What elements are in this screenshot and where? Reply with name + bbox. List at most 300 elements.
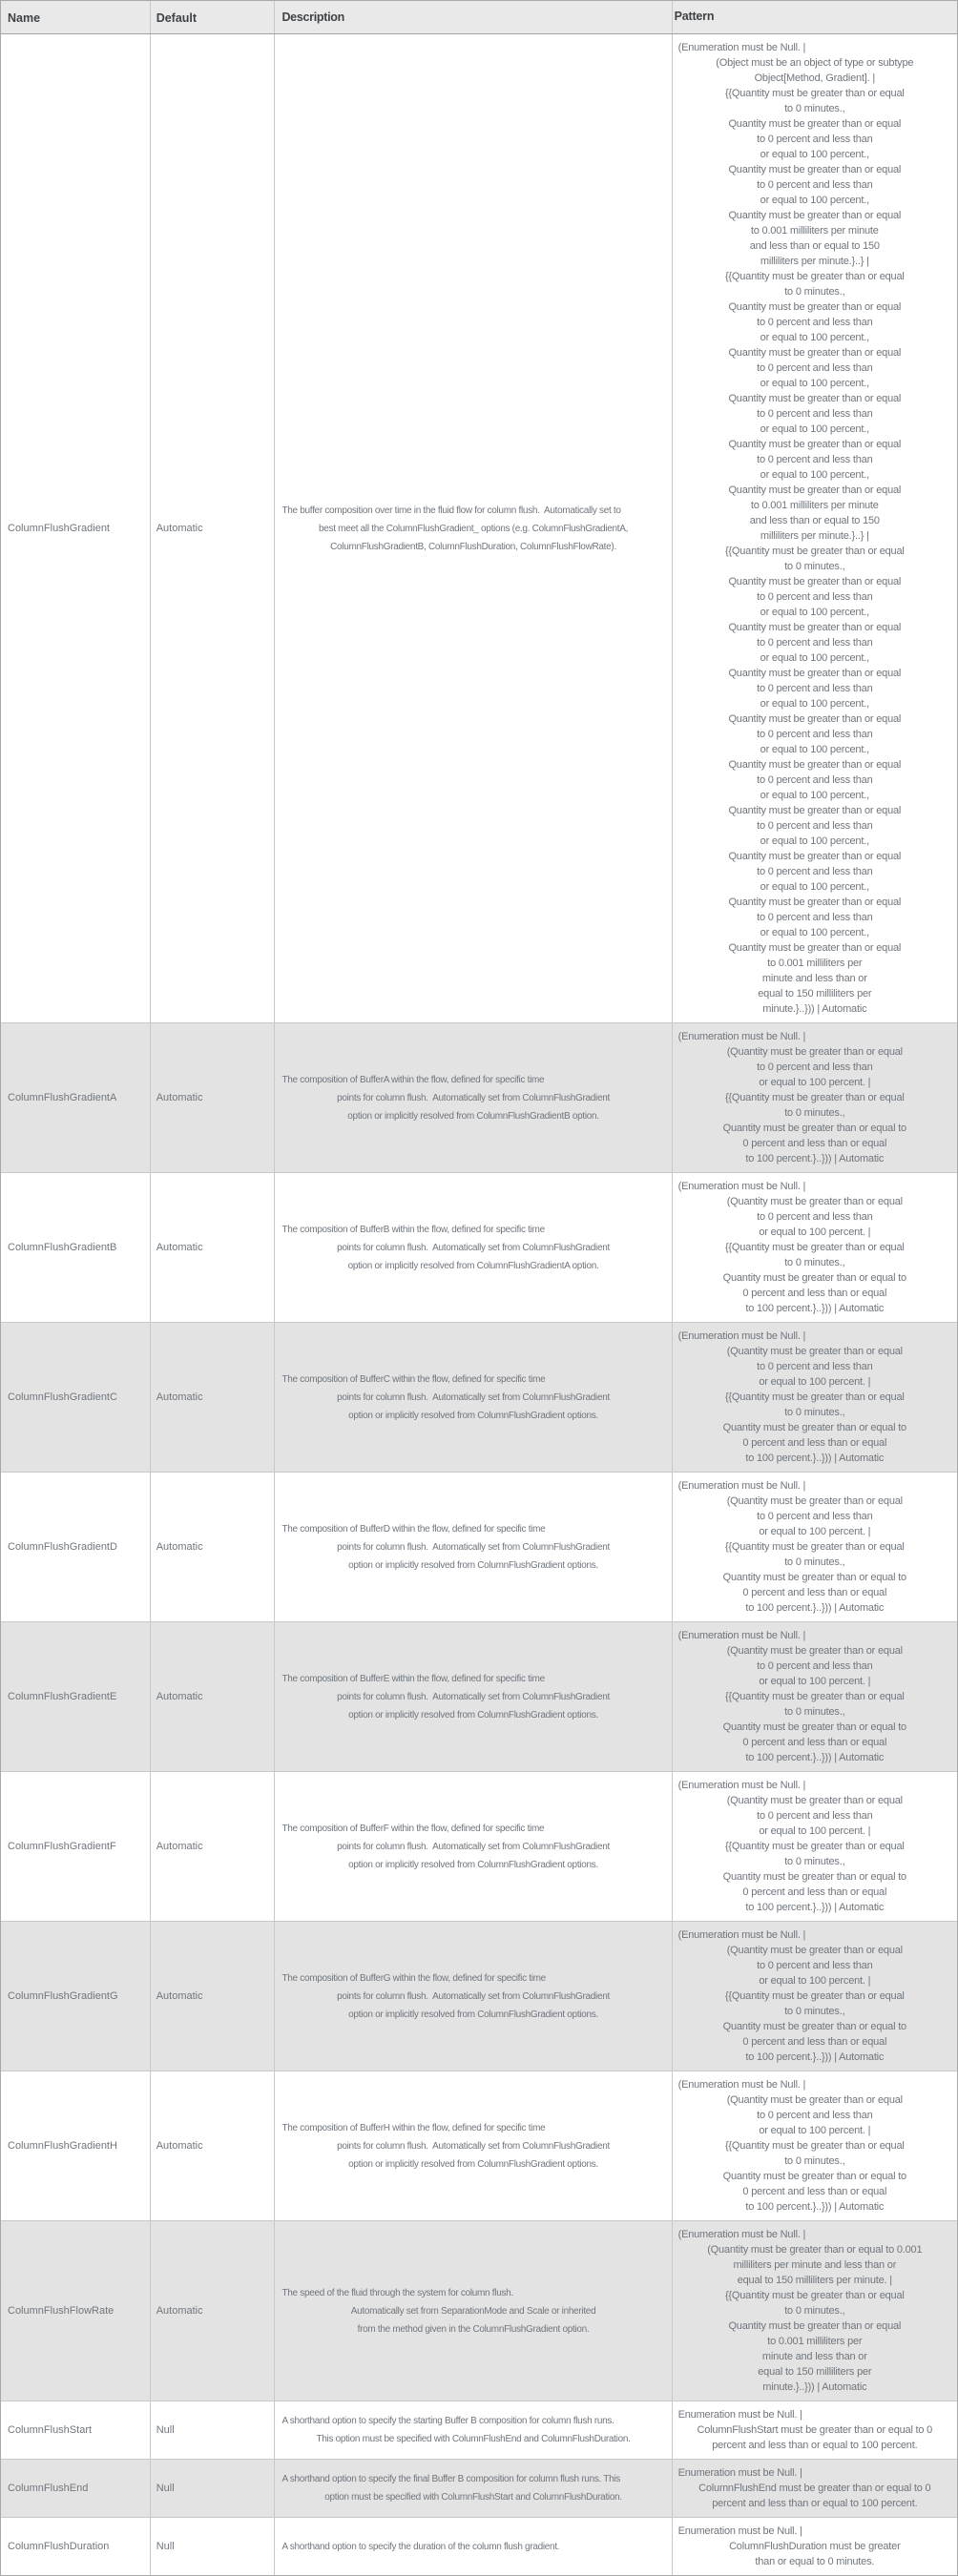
- text-line: (Enumeration must be Null. |: [677, 1630, 806, 1641]
- table-row: [1, 1022, 957, 1172]
- text-line: points for column flush. Automatically set from ColumnFlushGradient: [337, 1541, 610, 1553]
- text-line: option or implicitly resolved from ColumnFlushGradient options.: [348, 1410, 598, 1421]
- default-value: Automatic: [156, 1242, 203, 1253]
- text-line: to 0 percent and less than: [757, 591, 873, 603]
- text-line: or equal to 100 percent. |: [759, 1226, 871, 1238]
- description-lines: [281, 1520, 664, 1575]
- option-name: ColumnFlushGradientG: [8, 1990, 118, 2002]
- text-line: (Enumeration must be Null. |: [677, 2229, 806, 2240]
- table-row: [1, 2459, 957, 2517]
- option-name-cell: [1, 1473, 151, 1621]
- text-line: The composition of BufferC within the flow, defined for specific time: [281, 1373, 546, 1385]
- text-line: to 0 percent and less than: [757, 1810, 873, 1822]
- text-line: A shorthand option to specify the duration of the column flush gradient.: [281, 2541, 560, 2552]
- default-cell: [151, 1772, 276, 1921]
- text-line: to 0 percent and less than: [757, 1511, 873, 1522]
- text-line: (Enumeration must be Null. |: [677, 2079, 806, 2091]
- text-line: Quantity must be greater than or equal: [728, 805, 902, 816]
- description-lines: [281, 2470, 664, 2506]
- pattern-lines: [675, 2465, 955, 2511]
- text-line: The composition of BufferE within the flow, defined for specific time: [281, 1673, 545, 1684]
- text-line: Object[Method, Gradient]. |: [754, 72, 876, 84]
- text-line: minute and less than or: [761, 973, 867, 984]
- text-line: to 0.001 milliliters per minute: [750, 500, 879, 511]
- description-cell: [275, 1622, 672, 1771]
- text-line: 0 percent and less than or equal: [742, 1437, 887, 1449]
- text-line: to 100 percent.}..})) | Automatic: [745, 2051, 885, 2063]
- text-line: to 100 percent.}..})) | Automatic: [745, 1453, 885, 1464]
- default-cell: [151, 1922, 276, 2071]
- default-value: Null: [156, 2483, 175, 2494]
- default-cell: [151, 1622, 276, 1771]
- text-line: Enumeration must be Null. |: [677, 2467, 802, 2479]
- column-header-pattern: Pattern: [674, 10, 715, 23]
- text-line: option or implicitly resolved from ColumnFlushGradientA option.: [347, 1260, 599, 1271]
- text-line: points for column flush. Automatically set from ColumnFlushGradient: [337, 1691, 610, 1702]
- text-line: or equal to 100 percent.,: [760, 195, 869, 206]
- text-line: or equal to 100 percent. |: [759, 1676, 871, 1687]
- pattern-lines: [675, 1029, 955, 1166]
- text-line: (Quantity must be greater than or equal: [726, 1945, 903, 1956]
- text-line: Enumeration must be Null. |: [677, 2525, 802, 2537]
- text-line: percent and less than or equal to 100 percent.: [712, 2498, 918, 2509]
- text-line: Quantity must be greater than or equal: [728, 439, 902, 450]
- text-line: to 0 minutes.,: [784, 286, 845, 298]
- text-line: to 0 percent and less than: [757, 2110, 873, 2121]
- text-line: to 0 percent and less than: [757, 1660, 873, 1672]
- text-line: option or implicitly resolved from ColumnFlushGradient options.: [348, 2158, 598, 2170]
- text-line: (Quantity must be greater than or equal: [726, 1645, 903, 1657]
- text-line: option or implicitly resolved from ColumnFlushGradient options.: [348, 1559, 598, 1571]
- pattern-cell: [673, 1922, 957, 2071]
- option-name: ColumnFlushStart: [8, 2424, 93, 2436]
- pattern-lines: [675, 1927, 955, 2065]
- option-name-cell: [1, 2071, 151, 2220]
- option-name-cell: [1, 2460, 151, 2517]
- default-value: Automatic: [156, 2140, 203, 2152]
- text-line: Quantity must be greater than or equal to: [722, 1123, 906, 1134]
- text-line: to 0 percent and less than: [757, 317, 873, 328]
- text-line: (Enumeration must be Null. |: [677, 1480, 806, 1492]
- text-line: to 0 minutes.,: [784, 2006, 845, 2017]
- pattern-cell: [673, 2460, 957, 2517]
- pattern-cell: [673, 1173, 957, 1322]
- text-line: to 0 percent and less than: [757, 408, 873, 420]
- text-line: or equal to 100 percent.,: [760, 332, 869, 343]
- text-line: to 0 percent and less than: [757, 683, 873, 694]
- text-line: to 0 minutes.,: [784, 2305, 845, 2317]
- text-line: Quantity must be greater than or equal: [728, 210, 902, 221]
- default-cell: [151, 2221, 276, 2401]
- text-line: or equal to 100 percent.,: [760, 423, 869, 435]
- text-line: points for column flush. Automatically set from ColumnFlushGradient: [337, 2140, 610, 2152]
- text-line: Quantity must be greater than or equal: [728, 622, 902, 633]
- default-value: Automatic: [156, 1691, 203, 1702]
- column-header-default: Default: [151, 1, 276, 33]
- option-name: ColumnFlushGradientH: [8, 2140, 117, 2152]
- text-line: option must be specified with ColumnFlushStart and ColumnFlushDuration.: [324, 2492, 622, 2503]
- text-line: (Enumeration must be Null. |: [677, 1330, 806, 1342]
- text-line: (Object must be an object of type or subtype: [716, 57, 914, 69]
- default-value: Automatic: [156, 1391, 203, 1403]
- pattern-lines: [675, 40, 955, 1017]
- option-name: ColumnFlushGradientE: [8, 1691, 117, 1702]
- text-line: Quantity must be greater than or equal: [728, 2320, 902, 2332]
- text-line: Quantity must be greater than or equal: [728, 347, 902, 359]
- text-line: Quantity must be greater than or equal to: [722, 1272, 906, 1284]
- option-name-cell: [1, 2518, 151, 2575]
- option-name-cell: [1, 2221, 151, 2401]
- text-line: Quantity must be greater than or equal: [728, 164, 902, 175]
- text-line: to 0 minutes.,: [784, 103, 845, 114]
- text-line: best meet all the ColumnFlushGradient_ options (e.g. ColumnFlushGradientA,: [318, 523, 629, 534]
- default-value: Automatic: [156, 523, 203, 534]
- pattern-lines: [675, 1778, 955, 1915]
- table-row: [1, 1921, 957, 2071]
- text-line: Quantity must be greater than or equal: [728, 896, 902, 908]
- description-lines: [281, 2284, 664, 2339]
- text-line: (Enumeration must be Null. |: [677, 1031, 806, 1042]
- table-row: [1, 2071, 957, 2220]
- description-lines: [281, 1670, 664, 1724]
- text-line: to 0 percent and less than: [757, 362, 873, 374]
- pattern-lines: [675, 2407, 955, 2453]
- option-name-cell: [1, 1772, 151, 1921]
- text-line: or equal to 100 percent.,: [760, 607, 869, 618]
- description-lines: [281, 502, 664, 556]
- text-line: Quantity must be greater than or equal to: [722, 1871, 906, 1883]
- description-cell: [275, 34, 672, 1022]
- text-line: equal to 150 milliliters per: [758, 2366, 872, 2378]
- text-line: ColumnFlushDuration must be greater: [729, 2541, 901, 2552]
- text-line: ColumnFlushStart must be greater than or equal to 0: [697, 2424, 933, 2436]
- table-row: [1, 1472, 957, 1621]
- text-line: points for column flush. Automatically set from ColumnFlushGradient: [337, 1242, 610, 1253]
- option-name-cell: [1, 1023, 151, 1172]
- text-line: or equal to 100 percent. |: [759, 1376, 871, 1388]
- text-line: or equal to 100 percent.,: [760, 698, 869, 710]
- text-line: Quantity must be greater than or equal: [728, 576, 902, 587]
- text-line: or equal to 100 percent.,: [760, 927, 869, 938]
- table-row: [1, 1621, 957, 1771]
- text-line: to 0 minutes.,: [784, 561, 845, 572]
- text-line: The composition of BufferA within the flow, defined for specific time: [281, 1074, 545, 1085]
- option-name: ColumnFlushGradientA: [8, 1092, 117, 1103]
- pattern-lines: [675, 1329, 955, 1466]
- text-line: 0 percent and less than or equal: [742, 1138, 887, 1149]
- text-line: to 0 percent and less than: [757, 454, 873, 465]
- text-line: equal to 150 milliliters per: [758, 988, 872, 999]
- text-line: or equal to 100 percent.,: [760, 469, 869, 481]
- text-line: {{Quantity must be greater than or equal: [724, 1691, 905, 1702]
- text-line: percent and less than or equal to 100 percent.: [712, 2440, 918, 2451]
- description-cell: [275, 1023, 672, 1172]
- option-name-cell: [1, 2401, 151, 2459]
- text-line: Quantity must be greater than or equal: [728, 759, 902, 771]
- text-line: The composition of BufferD within the flow, defined for specific time: [281, 1523, 546, 1535]
- text-line: Enumeration must be Null. |: [677, 2409, 802, 2421]
- option-name: ColumnFlushGradientD: [8, 1541, 117, 1553]
- text-line: to 0 minutes.,: [784, 1556, 845, 1568]
- pattern-cell: [673, 1473, 957, 1621]
- text-line: to 100 percent.}..})) | Automatic: [745, 2201, 885, 2213]
- text-line: to 0 minutes.,: [784, 1107, 845, 1119]
- text-line: points for column flush. Automatically set from ColumnFlushGradient: [337, 1841, 610, 1852]
- text-line: ColumnFlushGradientB, ColumnFlushDuration, ColumnFlushFlowRate).: [330, 541, 616, 552]
- table-row: [1, 1322, 957, 1472]
- pattern-lines: [675, 1179, 955, 1316]
- description-lines: [281, 1370, 664, 1425]
- description-lines: [281, 2538, 664, 2556]
- text-line: from the method given in the ColumnFlushGradient option.: [357, 2323, 590, 2335]
- text-line: to 100 percent.}..})) | Automatic: [745, 1602, 885, 1614]
- text-line: to 0 percent and less than: [757, 729, 873, 740]
- text-line: or equal to 100 percent. |: [759, 1077, 871, 1088]
- description-lines: [281, 1221, 664, 1275]
- text-line: or equal to 100 percent. |: [759, 2125, 871, 2136]
- default-value: Automatic: [156, 1990, 203, 2002]
- pattern-lines: [675, 2524, 955, 2569]
- text-line: to 0 minutes.,: [784, 1706, 845, 1718]
- description-cell: [275, 1772, 672, 1921]
- text-line: or equal to 100 percent. |: [759, 1975, 871, 1987]
- text-line: to 100 percent.}..})) | Automatic: [745, 1303, 885, 1314]
- description-cell: [275, 1473, 672, 1621]
- text-line: points for column flush. Automatically set from ColumnFlushGradient: [337, 1391, 610, 1403]
- text-line: (Quantity must be greater than or equal: [726, 1346, 903, 1357]
- text-line: (Quantity must be greater than or equal: [726, 1495, 903, 1507]
- pattern-lines: [675, 1628, 955, 1765]
- text-line: or equal to 100 percent. |: [759, 1526, 871, 1537]
- text-line: points for column flush. Automatically set from ColumnFlushGradient: [337, 1990, 610, 2002]
- table-row: [1, 2401, 957, 2459]
- text-line: to 0 minutes.,: [784, 1407, 845, 1418]
- description-cell: [275, 2518, 672, 2575]
- text-line: minute.}..})) | Automatic: [762, 2381, 867, 2393]
- text-line: Quantity must be greater than or equal: [728, 393, 902, 404]
- text-line: or equal to 100 percent. |: [759, 1825, 871, 1837]
- pattern-cell: [673, 1622, 957, 1771]
- text-line: option or implicitly resolved from ColumnFlushGradientB option.: [347, 1110, 599, 1122]
- text-line: 0 percent and less than or equal: [742, 1288, 887, 1299]
- default-value: Null: [156, 2424, 175, 2436]
- text-line: The composition of BufferH within the flow, defined for specific time: [281, 2122, 546, 2133]
- option-name-cell: [1, 1922, 151, 2071]
- text-line: (Quantity must be greater than or equal to 0.001: [707, 2244, 923, 2256]
- text-line: to 0 percent and less than: [757, 866, 873, 877]
- text-line: to 0.001 milliliters per: [767, 958, 863, 969]
- text-line: The buffer composition over time in the fluid flow for column flush. Automatically set to: [281, 505, 621, 516]
- text-line: This option must be specified with ColumnFlushEnd and ColumnFlushDuration.: [316, 2434, 631, 2444]
- option-name-cell: [1, 1323, 151, 1472]
- text-line: to 0 percent and less than: [757, 820, 873, 832]
- default-cell: [151, 2071, 276, 2220]
- option-name: ColumnFlushDuration: [8, 2541, 110, 2552]
- description-cell: [275, 1173, 672, 1322]
- text-line: Quantity must be greater than or equal to: [722, 1572, 906, 1583]
- text-line: option or implicitly resolved from ColumnFlushGradient options.: [348, 1709, 598, 1721]
- pattern-cell: [673, 1023, 957, 1172]
- text-line: (Quantity must be greater than or equal: [726, 1196, 903, 1207]
- text-line: to 100 percent.}..})) | Automatic: [745, 1153, 885, 1164]
- text-line: Quantity must be greater than or equal to: [722, 2021, 906, 2032]
- pattern-cell: [673, 2071, 957, 2220]
- text-line: Quantity must be greater than or equal: [728, 484, 902, 496]
- text-line: 0 percent and less than or equal: [742, 1886, 887, 1898]
- option-name-cell: [1, 1173, 151, 1322]
- option-name: ColumnFlushEnd: [8, 2483, 89, 2494]
- text-line: option or implicitly resolved from ColumnFlushGradient options.: [348, 1859, 598, 1870]
- pattern-cell: [673, 2401, 957, 2459]
- description-lines: [281, 1969, 664, 2024]
- text-line: 0 percent and less than or equal: [742, 2036, 887, 2048]
- text-line: The composition of BufferF within the flow, defined for specific time: [281, 1823, 545, 1834]
- text-line: {{Quantity must be greater than or equal: [724, 1391, 905, 1403]
- text-line: A shorthand option to specify the starting Buffer B composition for column flush runs.: [281, 2416, 614, 2426]
- description-cell: [275, 1323, 672, 1472]
- text-line: than or equal to 0 minutes.: [755, 2556, 875, 2567]
- description-lines: [281, 1820, 664, 1874]
- text-line: (Enumeration must be Null. |: [677, 1181, 806, 1192]
- text-line: ColumnFlushEnd must be greater than or equal to 0: [698, 2483, 931, 2494]
- text-line: {{Quantity must be greater than or equal: [724, 2140, 905, 2152]
- text-line: or equal to 100 percent.,: [760, 881, 869, 893]
- text-line: or equal to 100 percent.,: [760, 790, 869, 801]
- text-line: (Quantity must be greater than or equal: [726, 1046, 903, 1058]
- pattern-cell: [673, 2221, 957, 2401]
- table-body: [1, 34, 957, 2575]
- option-name: ColumnFlushGradientF: [8, 1841, 116, 1852]
- text-line: Quantity must be greater than or equal: [728, 118, 902, 130]
- text-line: (Enumeration must be Null. |: [677, 42, 806, 53]
- pattern-cell: [673, 34, 957, 1022]
- text-line: to 100 percent.}..})) | Automatic: [745, 1902, 885, 1913]
- text-line: to 0 percent and less than: [757, 134, 873, 145]
- default-cell: [151, 1473, 276, 1621]
- text-line: 0 percent and less than or equal: [742, 1587, 887, 1598]
- text-line: Quantity must be greater than or equal: [728, 301, 902, 313]
- option-name-cell: [1, 34, 151, 1022]
- text-line: {{Quantity must be greater than or equal: [724, 88, 905, 99]
- text-line: minute.}..})) | Automatic: [762, 1003, 867, 1015]
- text-line: Quantity must be greater than or equal: [728, 668, 902, 679]
- table-row: [1, 1771, 957, 1921]
- text-line: points for column flush. Automatically set from ColumnFlushGradient: [337, 1092, 610, 1103]
- table-row: [1, 1172, 957, 1322]
- default-cell: [151, 1173, 276, 1322]
- default-cell: [151, 2460, 276, 2517]
- text-line: 0 percent and less than or equal: [742, 2186, 887, 2197]
- text-line: Quantity must be greater than or equal to: [722, 1721, 906, 1733]
- text-line: milliliters per minute.}..} |: [760, 530, 869, 542]
- default-cell: [151, 1323, 276, 1472]
- text-line: to 0 percent and less than: [757, 1061, 873, 1073]
- text-line: Quantity must be greater than or equal to: [722, 1422, 906, 1433]
- text-line: (Quantity must be greater than or equal: [726, 1795, 903, 1806]
- text-line: or equal to 100 percent.,: [760, 835, 869, 847]
- description-lines: [281, 2119, 664, 2174]
- text-line: Quantity must be greater than or equal: [728, 851, 902, 862]
- text-line: Automatically set from SeparationMode and Scale or inherited: [350, 2305, 596, 2317]
- column-header-description: Description: [275, 1, 672, 33]
- text-line: or equal to 100 percent.,: [760, 652, 869, 664]
- text-line: {{Quantity must be greater than or equal: [724, 2290, 905, 2301]
- text-line: {{Quantity must be greater than or equal: [724, 546, 905, 557]
- table-row: [1, 34, 957, 1022]
- text-line: to 0 minutes.,: [784, 1257, 845, 1268]
- text-line: or equal to 100 percent.,: [760, 149, 869, 160]
- pattern-cell: [673, 1323, 957, 1472]
- text-line: {{Quantity must be greater than or equal: [724, 1242, 905, 1253]
- text-line: milliliters per minute and less than or: [733, 2259, 897, 2271]
- description-lines: [281, 1071, 664, 1125]
- text-line: A shorthand option to specify the final Buffer B composition for column flush runs. This: [281, 2474, 621, 2484]
- table-row: [1, 2220, 957, 2401]
- text-line: {{Quantity must be greater than or equal: [724, 1541, 905, 1553]
- pattern-cell: [673, 1772, 957, 1921]
- option-name: ColumnFlushFlowRate: [8, 2305, 115, 2317]
- column-header-name: Name: [1, 1, 151, 33]
- description-cell: [275, 2221, 672, 2401]
- pattern-cell: [673, 2518, 957, 2575]
- text-line: to 0 percent and less than: [757, 1361, 873, 1372]
- text-line: to 0.001 milliliters per: [767, 2336, 863, 2347]
- text-line: The composition of BufferB within the flow, defined for specific time: [281, 1224, 545, 1235]
- default-cell: [151, 2401, 276, 2459]
- text-line: minute and less than or: [761, 2351, 867, 2362]
- description-cell: [275, 2460, 672, 2517]
- text-line: to 0 percent and less than: [757, 637, 873, 649]
- text-line: Quantity must be greater than or equal: [728, 713, 902, 725]
- text-line: to 0 percent and less than: [757, 1211, 873, 1223]
- description-cell: [275, 2401, 672, 2459]
- option-name: ColumnFlushGradientB: [8, 1242, 117, 1253]
- text-line: to 0 percent and less than: [757, 1960, 873, 1971]
- default-value: Automatic: [156, 1092, 203, 1103]
- pattern-lines: [675, 2227, 955, 2395]
- text-line: to 0 minutes.,: [784, 2155, 845, 2167]
- text-line: Quantity must be greater than or equal: [728, 942, 902, 954]
- table-header-row: [1, 1, 957, 34]
- description-lines: [281, 2412, 664, 2448]
- text-line: {{Quantity must be greater than or equal: [724, 1092, 905, 1103]
- text-line: option or implicitly resolved from ColumnFlushGradient options.: [348, 2009, 598, 2020]
- text-line: milliliters per minute.}..} |: [760, 256, 869, 267]
- text-line: (Enumeration must be Null. |: [677, 1780, 806, 1791]
- text-line: to 100 percent.}..})) | Automatic: [745, 1752, 885, 1763]
- text-line: to 0 percent and less than: [757, 912, 873, 923]
- option-name: ColumnFlushGradientC: [8, 1391, 117, 1403]
- description-cell: [275, 2071, 672, 2220]
- text-line: and less than or equal to 150: [749, 240, 880, 252]
- default-cell: [151, 1023, 276, 1172]
- text-line: {{Quantity must be greater than or equal: [724, 1990, 905, 2002]
- text-line: to 0.001 milliliters per minute: [750, 225, 879, 237]
- text-line: (Quantity must be greater than or equal: [726, 2094, 903, 2106]
- text-line: Quantity must be greater than or equal to: [722, 2171, 906, 2182]
- default-value: Automatic: [156, 1541, 203, 1553]
- text-line: (Enumeration must be Null. |: [677, 1929, 806, 1941]
- text-line: or equal to 100 percent.,: [760, 744, 869, 755]
- default-cell: [151, 34, 276, 1022]
- text-line: {{Quantity must be greater than or equal: [724, 271, 905, 282]
- text-line: to 0 percent and less than: [757, 774, 873, 786]
- text-line: {{Quantity must be greater than or equal: [724, 1841, 905, 1852]
- text-line: or equal to 100 percent.,: [760, 378, 869, 389]
- text-line: equal to 150 milliliters per minute. |: [737, 2275, 892, 2286]
- option-name: ColumnFlushGradient: [8, 523, 110, 534]
- text-line: 0 percent and less than or equal: [742, 1737, 887, 1748]
